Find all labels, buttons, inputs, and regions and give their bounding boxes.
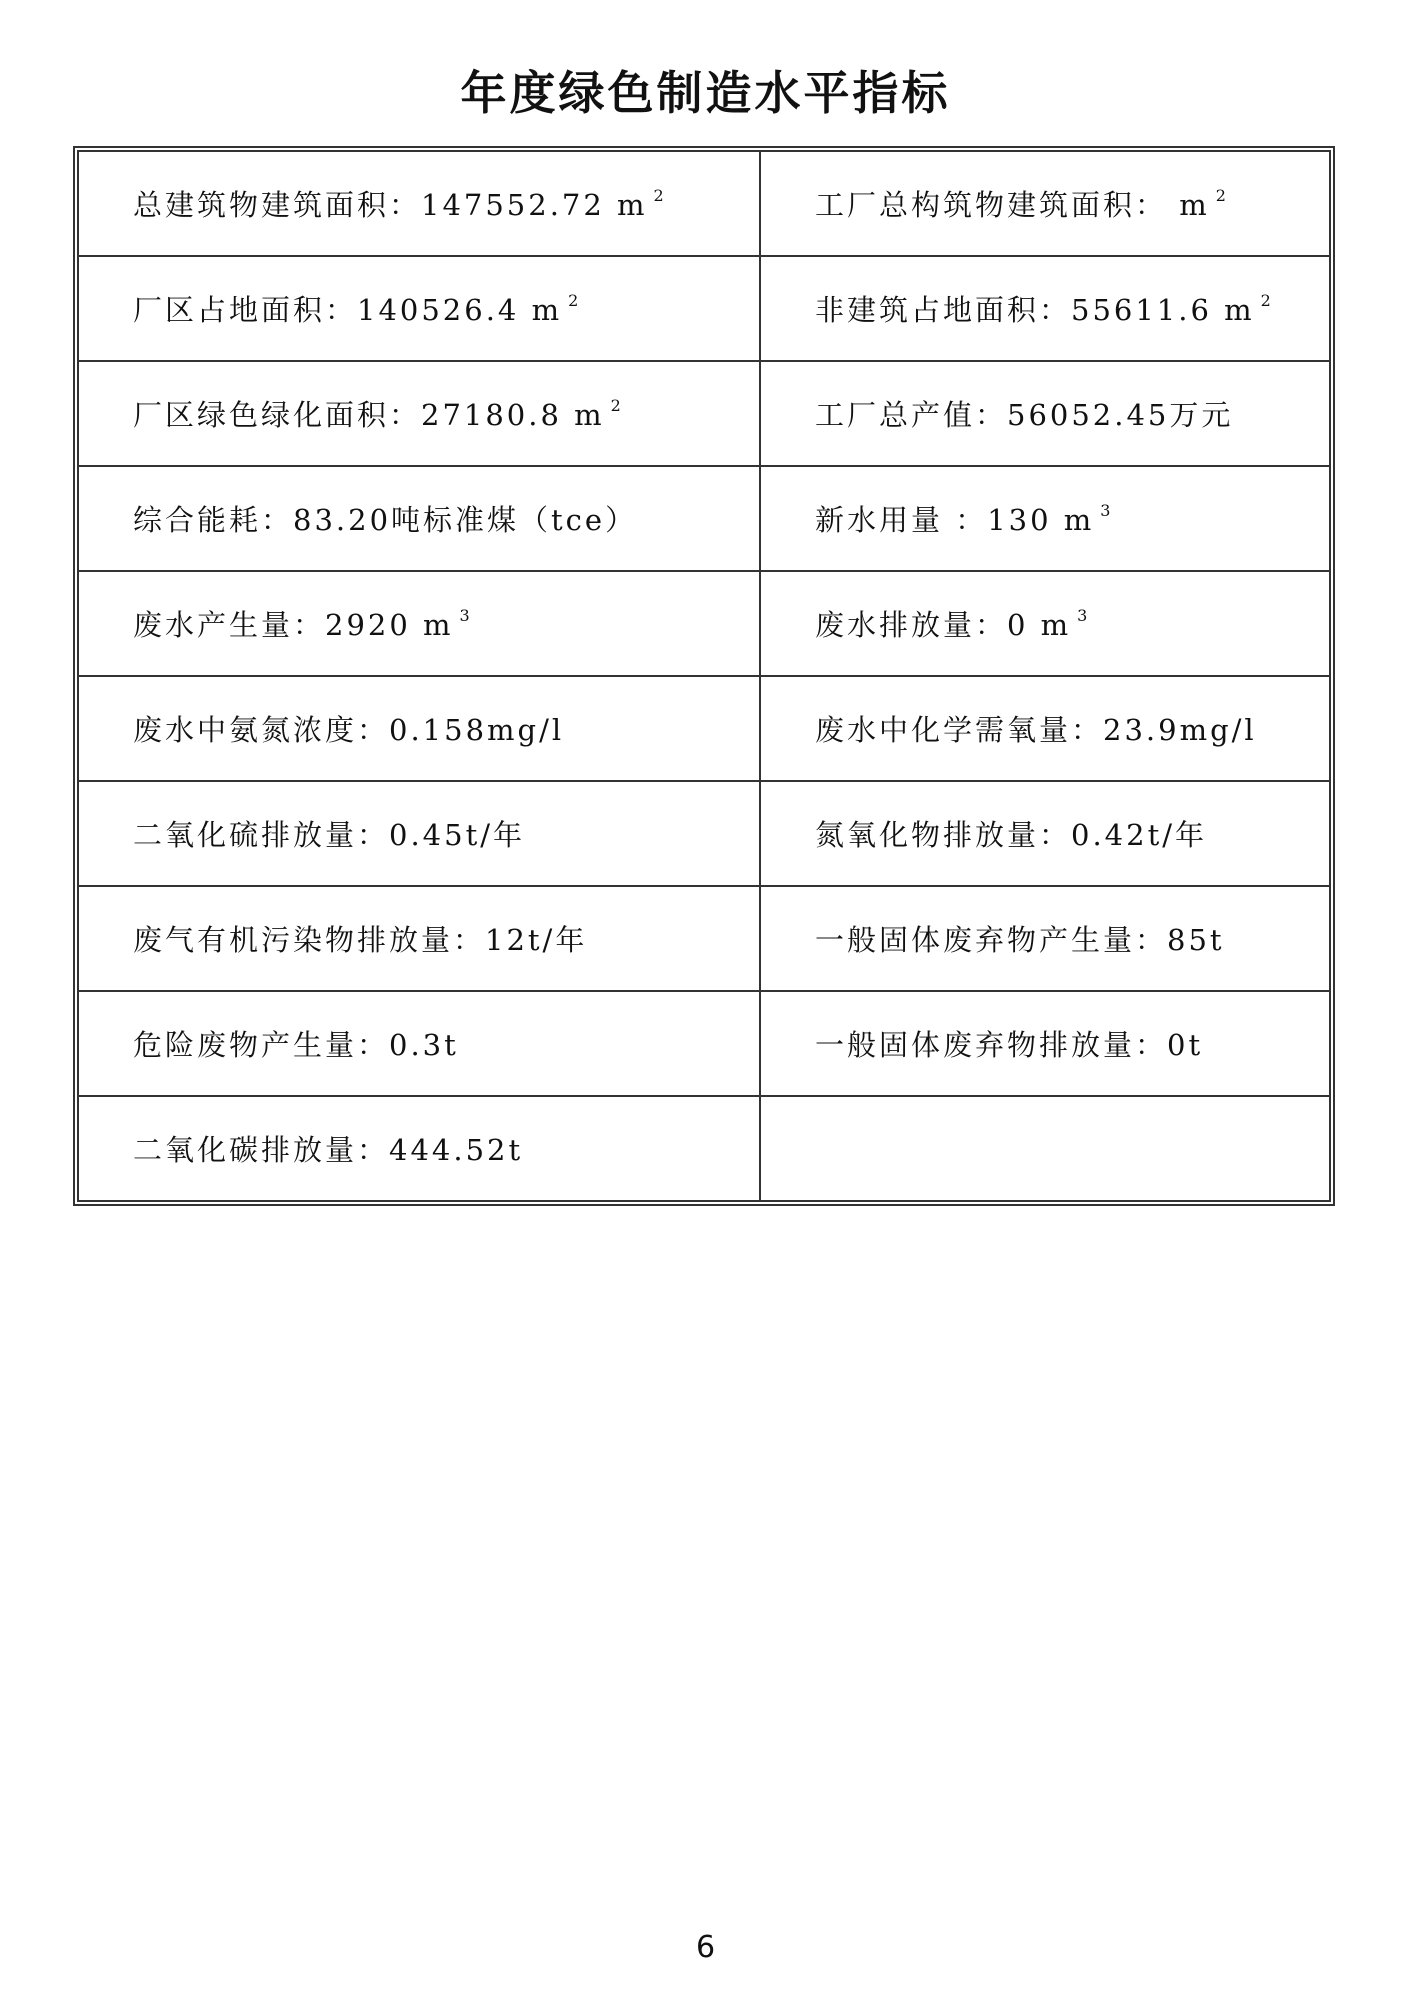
table-row: [78, 256, 1330, 361]
cell-label: 厂区绿色绿化面积：27180.8 m: [133, 398, 605, 432]
cell-label: 工厂总产值：56052.45万元: [815, 398, 1234, 432]
cell-label: 废水产生量：2920 m: [133, 608, 454, 642]
table-cell: [78, 1096, 760, 1201]
table-cell: [78, 991, 760, 1096]
table-cell: [760, 781, 1330, 886]
empty-table-cell: [760, 1096, 1330, 1201]
unit-superscript: 2: [653, 186, 667, 205]
table-cell: [78, 256, 760, 361]
unit-superscript: 2: [1215, 186, 1229, 205]
table-cell: [760, 886, 1330, 991]
table-cell: [760, 151, 1330, 256]
cell-label: 危险废物产生量：0.3t: [133, 1028, 459, 1062]
table-cell: [78, 676, 760, 781]
table-row: [78, 781, 1330, 886]
table-cell: [78, 886, 760, 991]
table-cell: [78, 571, 760, 676]
cell-label: 废水排放量：0 m: [815, 608, 1072, 642]
table-cell: [760, 361, 1330, 466]
cell-label: 废水中氨氮浓度：0.158mg/l: [133, 713, 565, 747]
table-row: [78, 886, 1330, 991]
table-cell: [78, 466, 760, 571]
table-cell: [78, 781, 760, 886]
cell-label: 工厂总构筑物建筑面积： m: [815, 188, 1210, 222]
cell-label: 厂区占地面积：140526.4 m: [133, 293, 563, 327]
cell-label: 二氧化硫排放量：0.45t/年: [133, 818, 525, 852]
table-row: [78, 676, 1330, 781]
table-cell: [760, 571, 1330, 676]
indicator-table: [77, 150, 1331, 1202]
cell-label: 氮氧化物排放量：0.42t/年: [815, 818, 1207, 852]
table-cell: [760, 466, 1330, 571]
table-row: [78, 466, 1330, 571]
cell-label: 一般固体废弃物产生量：85t: [815, 923, 1225, 957]
table-cell: [760, 991, 1330, 1096]
unit-superscript: 2: [610, 396, 624, 415]
cell-label: 综合能耗：83.20吨标准煤（tce）: [133, 503, 638, 537]
unit-superscript: 3: [1077, 606, 1091, 625]
page-title: 年度绿色制造水平指标: [460, 66, 951, 120]
cell-label: 新水用量 ：130 m: [815, 503, 1095, 537]
unit-superscript: 3: [459, 606, 473, 625]
cell-label: 总建筑物建筑面积：147552.72 m: [133, 188, 648, 222]
table-row: [78, 151, 1330, 256]
unit-superscript: 2: [1260, 291, 1274, 310]
unit-superscript: 2: [568, 291, 582, 310]
cell-label: 二氧化碳排放量：444.52t: [133, 1133, 524, 1167]
unit-superscript: 3: [1100, 501, 1114, 520]
cell-label: 非建筑占地面积：55611.6 m: [815, 293, 1255, 327]
table-cell: [760, 256, 1330, 361]
table-row: [78, 1096, 1330, 1201]
table-cell: [78, 151, 760, 256]
cell-label: 废气有机污染物排放量：12t/年: [133, 923, 588, 957]
table-row: [78, 991, 1330, 1096]
table-cell: [78, 361, 760, 466]
table-cell: [760, 676, 1330, 781]
indicator-table-frame: [73, 146, 1335, 1206]
indicator-table-body: [78, 151, 1330, 1201]
table-row: [78, 361, 1330, 466]
table-row: [78, 571, 1330, 676]
cell-label: 一般固体废弃物排放量：0t: [815, 1028, 1204, 1062]
page-number: 6: [695, 1930, 716, 1965]
cell-label: 废水中化学需氧量：23.9mg/l: [815, 713, 1257, 747]
